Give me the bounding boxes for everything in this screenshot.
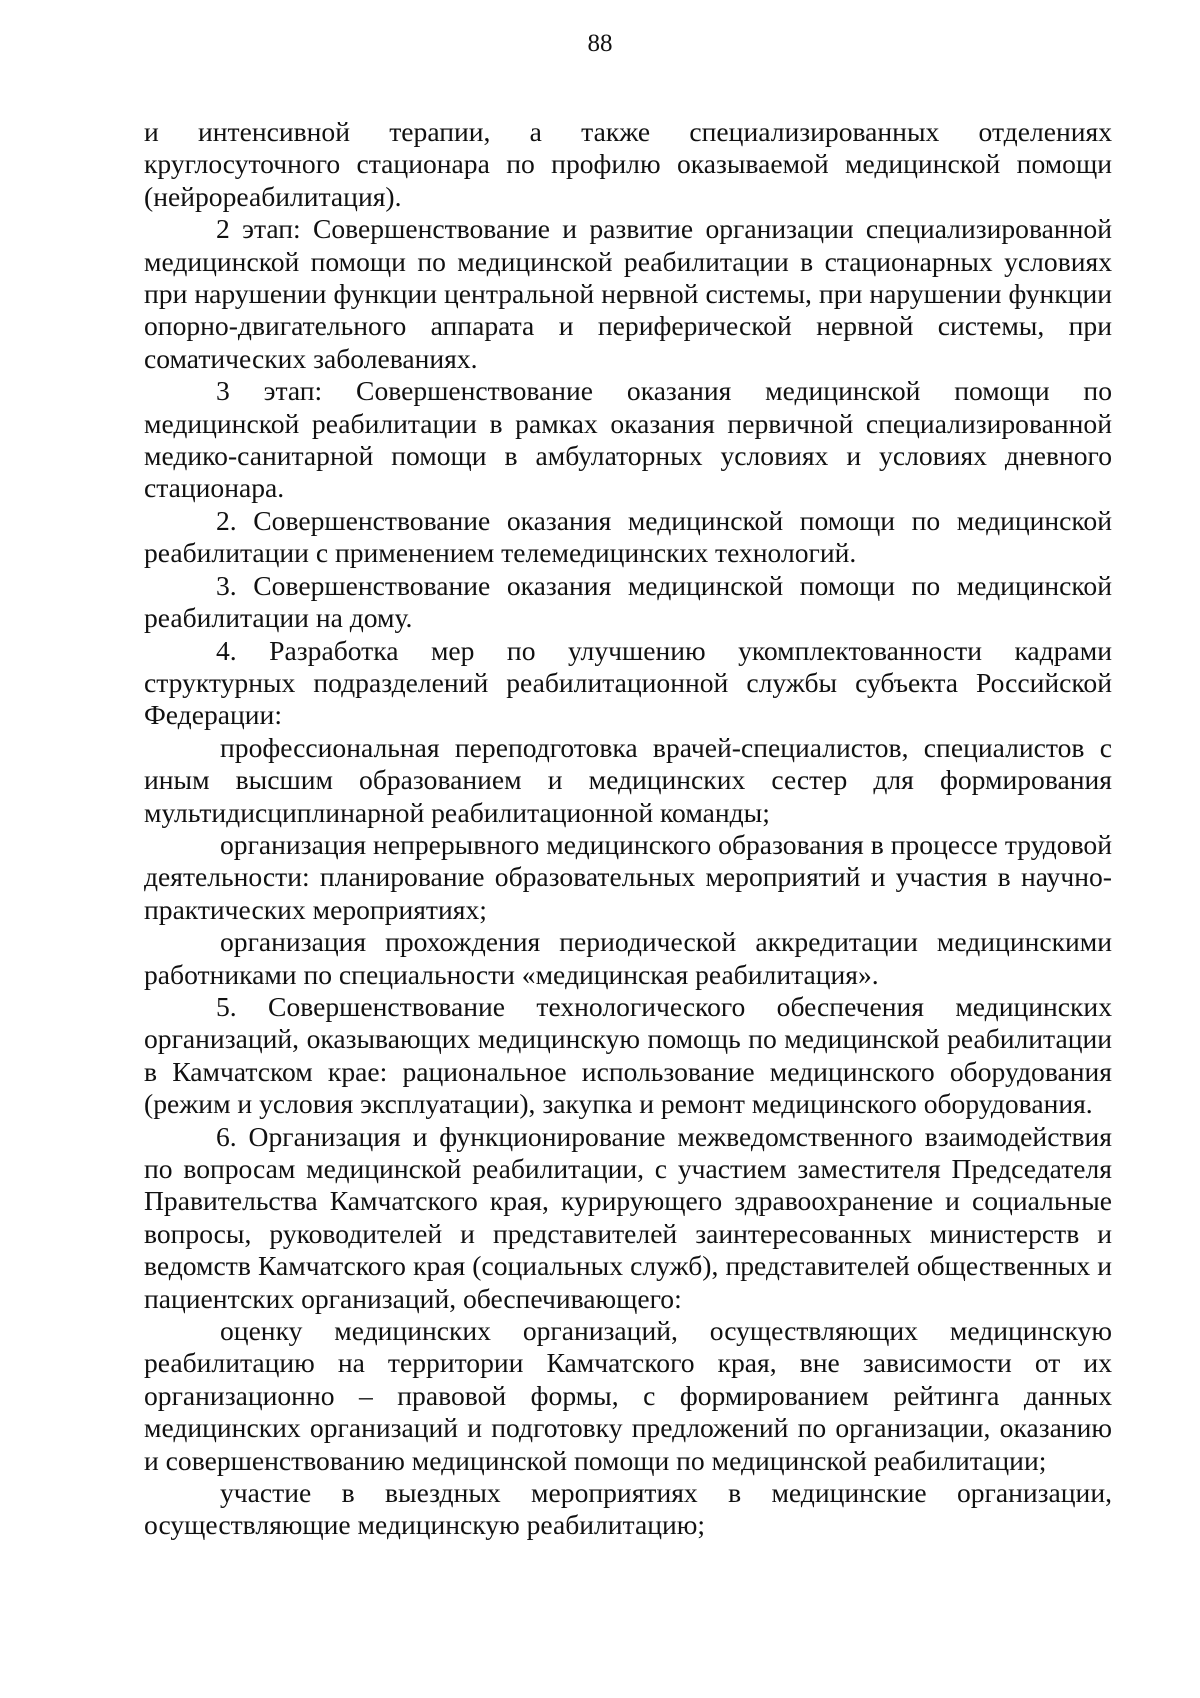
paragraph-item-4: 4. Разработка мер по улучшению укомплектованности кадрами структурных подразделений реабилитационной службы субъекта Российской Федерации:: [144, 634, 1112, 731]
paragraph-item-6: 6. Организация и функционирование межведомственного взаимодействия по вопросам медицинской реабилитации, с участием заместителя Председателя Правительства Камчатского края, курирующего здравоохранение и социальные вопросы, руководителей и представителей заинтересованных министерств и ведомств Камчатского края (социальных служб), представителей общественных и пациентских организаций, обеспечивающего:: [144, 1120, 1112, 1314]
paragraph-item-3: 3. Совершенствование оказания медицинской помощи по медицинской реабилитации на дому.: [144, 569, 1112, 634]
paragraph-stage-2: 2 этап: Совершенствование и развитие организации специализированной медицинской помощи по медицинской реабилитации в стационарных условиях при нарушении функции центральной нервной системы, при нарушении функции опорно-двигательного аппарата и периферической нервной системы, при соматических заболеваниях.: [144, 213, 1112, 374]
paragraph-item-2: 2. Совершенствование оказания медицинской помощи по медицинской реабилитации с применением телемедицинских технологий.: [144, 504, 1112, 569]
page-number: 88: [587, 30, 613, 57]
paragraph-subitem-assessment: оценку медицинских организаций, осуществляющих медицинскую реабилитацию на территории Камчатского края, вне зависимости от их организационно – правовой формы, с формированием рейтинга данных медицинских организаций и подготовку предложений по организации, оказанию и совершенствованию медицинской помощи по медицинской реабилитации;: [144, 1315, 1112, 1476]
paragraph-stage-3: 3 этап: Совершенствование оказания медицинской помощи по медицинской реабилитации в рамках оказания первичной специализированной медико-санитарной помощи в амбулаторных условиях и условиях дневного стационара.: [144, 375, 1112, 504]
paragraph-subitem-retraining: профессиональная переподготовка врачей-специалистов, специалистов с иным высшим образованием и медицинских сестер для формирования мультидисциплинарной реабилитационной команды;: [144, 731, 1112, 828]
paragraph-item-5: 5. Совершенствование технологического обеспечения медицинских организаций, оказывающих медицинскую помощь по медицинской реабилитации в Камчатском крае: рациональное использование медицинского оборудования (режим и условия эксплуатации), закупка и ремонт медицинского оборудования.: [144, 990, 1112, 1120]
document-body: [144, 116, 1112, 1542]
paragraph-subitem-education: организация непрерывного медицинского образования в процессе трудовой деятельности: планирование образовательных мероприятий и участия в научно-практических мероприятиях;: [144, 828, 1112, 925]
paragraph-subitem-field-events: участие в выездных мероприятиях в медицинские организации, осуществляющие медицинскую реабилитацию;: [144, 1477, 1112, 1541]
paragraph-subitem-accreditation: организация прохождения периодической аккредитации медицинскими работниками по специальности «медицинская реабилитация».: [144, 926, 1112, 990]
paragraph-continuation: и интенсивной терапии, а также специализированных отделениях круглосуточного стационара по профилю оказываемой медицинской помощи (нейрореабилитация).: [144, 116, 1112, 212]
